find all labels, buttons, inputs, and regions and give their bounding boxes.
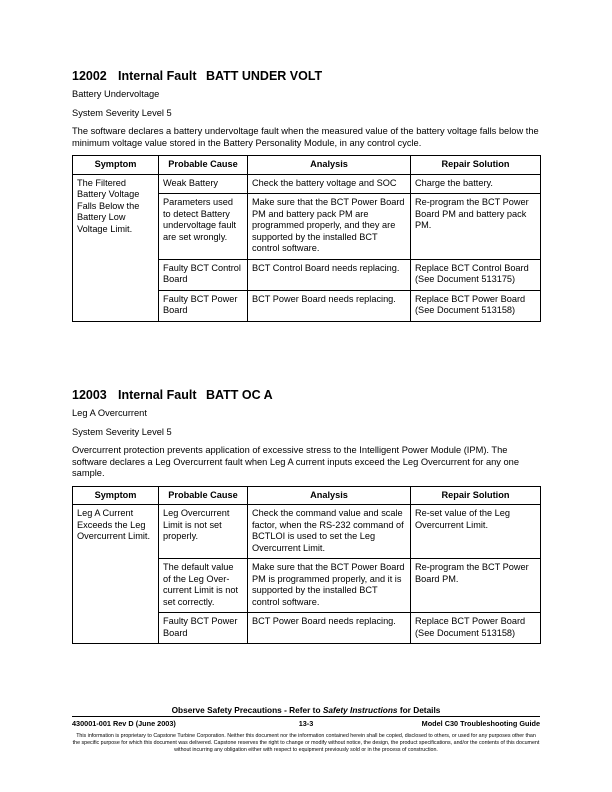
repair-cell: Re-program the BCT Power Board PM and battery pack PM. <box>411 194 541 260</box>
fault-section-12002 <box>72 69 540 322</box>
fault-kind: Internal Fault <box>118 69 197 83</box>
analysis-cell: BCT Control Board needs replacing. <box>248 259 411 290</box>
safety-note-link-text: Safety Instructions <box>322 705 398 715</box>
safety-note-suffix: for Details <box>397 705 441 715</box>
symptom-cell: The Filtered Battery Voltage Falls Below the Battery Low Voltage Limit. <box>73 174 159 321</box>
repair-cell: Replace BCT Power Board (See Document 513158) <box>411 613 541 644</box>
guide-title: Model C30 Troubleshooting Guide <box>421 719 540 728</box>
table-row <box>73 505 541 559</box>
section-title <box>72 69 540 83</box>
severity-level: System Severity Level 5 <box>72 426 172 437</box>
safety-note <box>0 705 612 715</box>
table-row <box>73 174 541 194</box>
analysis-cell: Make sure that the BCT Power Board PM is programmed properly, and it is supported by the installed BCT control software. <box>248 559 411 613</box>
page-number: 13-3 <box>298 719 314 728</box>
header-repair-solution: Repair Solution <box>411 156 541 175</box>
footer-divider <box>72 716 540 717</box>
header-probable-cause: Probable Cause <box>159 486 248 505</box>
repair-cell: Charge the battery. <box>411 174 541 194</box>
fault-subtitle: Leg A Overcurrent <box>72 408 147 418</box>
header-repair-solution: Repair Solution <box>411 486 541 505</box>
header-probable-cause: Probable Cause <box>159 156 248 175</box>
cause-cell: Faulty BCT Power Board <box>159 613 248 644</box>
cause-cell: Faulty BCT Power Board <box>159 290 248 321</box>
fault-name: BATT OC A <box>206 388 273 402</box>
repair-cell: Replace BCT Control Board (See Document 513175) <box>411 259 541 290</box>
table-header-row <box>73 486 541 505</box>
severity-level: System Severity Level 5 <box>72 107 172 118</box>
troubleshooting-table <box>72 486 541 645</box>
section-title <box>72 388 540 402</box>
header-symptom: Symptom <box>73 486 159 505</box>
table-header-row <box>73 156 541 175</box>
doc-number: 430001-001 Rev D (June 2003) <box>72 719 176 728</box>
fault-subtitle: Battery Undervoltage <box>72 89 160 99</box>
repair-cell: Replace BCT Power Board (See Document 513158) <box>411 290 541 321</box>
fault-kind: Internal Fault <box>118 388 197 402</box>
safety-note-prefix: Observe Safety Precautions - Refer to <box>171 705 323 715</box>
analysis-cell: BCT Power Board needs replacing. <box>248 290 411 321</box>
fault-code: 12002 <box>72 69 107 83</box>
analysis-cell: BCT Power Board needs replacing. <box>248 613 411 644</box>
cause-cell: Faulty BCT Control Board <box>159 259 248 290</box>
cause-cell: Weak Battery <box>159 174 248 194</box>
repair-cell: Re-program the BCT Power Board PM. <box>411 559 541 613</box>
fault-description: Overcurrent protection prevents application of excessive stress to the Intelligent Power Module (IPM). The software declares a Leg Overcurrent fault when Leg A current inputs exceed the Leg Overcurrent for any one sample. <box>72 445 520 479</box>
analysis-cell: Check the battery voltage and SOC <box>248 174 411 194</box>
repair-cell: Re-set value of the Leg Overcurrent Limit. <box>411 505 541 559</box>
analysis-cell: Check the command value and scale factor, when the RS-232 command of BCTLOI is used to set the Leg Overcurrent Limit. <box>248 505 411 559</box>
cause-cell: Leg Overcurrent Limit is not set properly. <box>159 505 248 559</box>
fault-code: 12003 <box>72 388 107 402</box>
symptom-cell: Leg A Current Exceeds the Leg Overcurrent Limit. <box>73 505 159 644</box>
fault-section-12003 <box>72 388 540 644</box>
troubleshooting-table <box>72 155 541 322</box>
proprietary-disclaimer: This information is proprietary to Capstone Turbine Corporation. Neither this document nor the information contained herein shall be copied, disclosed to others, or used for any purposes other than the specific purpose for which this document was delivered. Capstone reserves the right to change or modify without notice, the design, the product specifications, and/or the contents of this document without incurring any obligation either with respect to equipment previously sold or in the process of construction. <box>72 733 540 753</box>
analysis-cell: Make sure that the BCT Power Board PM and battery pack PM are programmed properly, and they are supported by the installed BCT control software. <box>248 194 411 260</box>
header-analysis: Analysis <box>248 486 411 505</box>
fault-description: The software declares a battery undervoltage fault when the measured value of the battery voltage falls below the minimum voltage value stored in the Battery Personality Module, in any control cycle. <box>72 126 539 148</box>
header-analysis: Analysis <box>248 156 411 175</box>
header-symptom: Symptom <box>73 156 159 175</box>
cause-cell: The default value of the Leg Over-current Limit is not set correctly. <box>159 559 248 613</box>
cause-cell: Parameters used to detect Battery undervoltage fault are set wrongly. <box>159 194 248 260</box>
fault-name: BATT UNDER VOLT <box>206 69 323 83</box>
